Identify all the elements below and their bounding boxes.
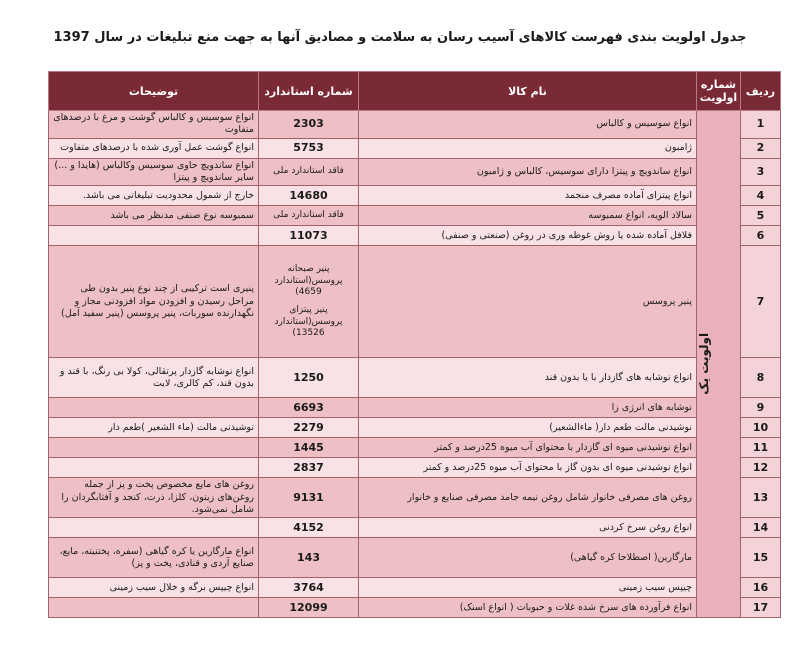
standard-number: 1445 [259, 438, 359, 458]
product-name: مارگارین( اصطلاحا کره گیاهی) [359, 538, 697, 578]
product-name: انواع روغن سرخ کردنی [359, 518, 697, 538]
standard-number: 1250 [259, 358, 359, 398]
description [49, 398, 259, 418]
product-name: نوشیدنی مالت طعم دار( ماءالشعیر) [359, 418, 697, 438]
product-name: انواع فرآورده های سرخ شده غلات و حبوبات ( انواع اسنک) [359, 598, 697, 618]
standard-number: 9131 [259, 478, 359, 518]
description: روغن های مایع مخصوص پخت و پز از جمله روغن‌های زیتون، کلزا، ذرت، کنجد و آفتابگردان را شامل نمی‌شود. [49, 478, 259, 518]
table-row [49, 398, 781, 418]
standard-number: 4152 [259, 518, 359, 538]
standard-number: 14680 [259, 186, 359, 206]
row-number: 4 [741, 186, 781, 206]
product-name: انواع نوشیدنی میوه ای گازدار با محتوای آب میوه 25درصد و کمتر [359, 438, 697, 458]
description [49, 598, 259, 618]
description: سمبوسه نوع صنفی مدنظر می باشد [49, 206, 259, 226]
table-row [49, 111, 781, 139]
table-row [49, 226, 781, 246]
table-row [49, 206, 781, 226]
table-row [49, 598, 781, 618]
description: انواع سوسیس و کالباس گوشت و مرغ با درصدهای متفاوت [49, 111, 259, 139]
product-name: انواع نوشابه های گازدار با یا بدون قند [359, 358, 697, 398]
row-number: 7 [741, 246, 781, 358]
standard-number: 2837 [259, 458, 359, 478]
standard-number: 6693 [259, 398, 359, 418]
standard-number: 11073 [259, 226, 359, 246]
table-row [49, 458, 781, 478]
row-number: 14 [741, 518, 781, 538]
row-number: 8 [741, 358, 781, 398]
row-number: 10 [741, 418, 781, 438]
row-number: 9 [741, 398, 781, 418]
product-name: نوشابه های انرژی زا [359, 398, 697, 418]
product-name: ژامبون [359, 138, 697, 158]
standard-breakfast-processed: پنیر صبحانه پروسس(استاندارد 4659) [274, 263, 343, 298]
table-row [49, 246, 781, 358]
standard-pizza-processed: پنیر پیتزای پروسس(استاندارد 13526) [274, 304, 343, 339]
standard-number: 12099 [259, 598, 359, 618]
row-number: 6 [741, 226, 781, 246]
standard-number: فاقد استاندارد ملی [259, 206, 359, 226]
description: پنیری است ترکیبی از چند نوع پنیر بدون طی مراحل رسیدن و افزودن مواد افزودنی مجاز و نگهدارنده سوربات، پنیر پروسس (پنیر سفید آمل) [49, 246, 259, 358]
table-row [49, 418, 781, 438]
table-row [49, 438, 781, 458]
page-title: جدول اولویت بندی فهرست کالاهای آسیب رسان به سلامت و مصادیق آنها به جهت منع تبلیغات در سال 1397 [53, 30, 747, 45]
table-row [49, 518, 781, 538]
standard-number [259, 246, 359, 358]
standard-number: 2303 [259, 111, 359, 139]
row-number: 17 [741, 598, 781, 618]
description [49, 458, 259, 478]
row-number: 15 [741, 538, 781, 578]
header-description: توضیحات [49, 72, 259, 111]
product-name: سالاد الویه، انواع سمبوسه [359, 206, 697, 226]
priority-label: اولویت یک [697, 333, 712, 396]
row-number: 5 [741, 206, 781, 226]
description: نوشیدنی مالت (ماء الشعیر )طعم دار [49, 418, 259, 438]
description [49, 438, 259, 458]
priority-cell [697, 111, 741, 618]
product-name: چیپس سیب زمینی [359, 578, 697, 598]
standard-number: 143 [259, 538, 359, 578]
table-row [49, 186, 781, 206]
row-number: 11 [741, 438, 781, 458]
row-number: 2 [741, 138, 781, 158]
description: انواع چیپس برگه و خلال سیب زمینی [49, 578, 259, 598]
table-row [49, 478, 781, 518]
row-number: 1 [741, 111, 781, 139]
header-priority: شماره اولویت [697, 72, 741, 111]
row-number: 3 [741, 158, 781, 186]
product-name: انواع سوسیس و کالباس [359, 111, 697, 139]
header-standard-number: شماره استاندارد [259, 72, 359, 111]
product-name: انواع پیتزای آماده مصرف منجمد [359, 186, 697, 206]
standard-number: 2279 [259, 418, 359, 438]
standard-number: فاقد استاندارد ملی [259, 158, 359, 186]
product-name: روغن های مصرفی خانوار شامل روغن نیمه جامد مصرفی صنایع و خانوار [359, 478, 697, 518]
description: خارج از شمول محدودیت تبلیغاتی می باشد. [49, 186, 259, 206]
table-header-row [49, 72, 781, 111]
header-product-name: نام کالا [359, 72, 697, 111]
standard-number: 3764 [259, 578, 359, 598]
table-row [49, 158, 781, 186]
header-row-number: ردیف [741, 72, 781, 111]
table-row [49, 138, 781, 158]
description: انواع مارگارین یا کره گیاهی (سفره، پختنیته، مایع، صنایع آردی و قنادی، پخت و پز) [49, 538, 259, 578]
product-name: فلافل آماده شده یا روش غوطه وری در روغن (صنعتی و صنفی) [359, 226, 697, 246]
description: انواع گوشت عمل آوری شده با درصدهای متفاوت [49, 138, 259, 158]
standard-number: 5753 [259, 138, 359, 158]
row-number: 16 [741, 578, 781, 598]
description: انواع ساندویچ حاوی سوسیس وکالباس (هایدا و ...) سایر ساندویچ و پیتزا [49, 158, 259, 186]
row-number: 13 [741, 478, 781, 518]
product-name: انواع ساندویچ و پیتزا دارای سوسیس، کالباس و ژامبون [359, 158, 697, 186]
row-number: 12 [741, 458, 781, 478]
description [49, 226, 259, 246]
table-row [49, 578, 781, 598]
table-row [49, 358, 781, 398]
product-name: انواع نوشیدنی میوه ای بدون گاز با محتوای آب میوه 25درصد و کمتر [359, 458, 697, 478]
table-row [49, 538, 781, 578]
description [49, 518, 259, 538]
product-name: پنیر پروسس [359, 246, 697, 358]
priority-table [48, 71, 781, 618]
description: انواع نوشابه گازدار پرتقالی، کولا بی رنگ، با قند و بدون قند، کم کالری، لایت [49, 358, 259, 398]
